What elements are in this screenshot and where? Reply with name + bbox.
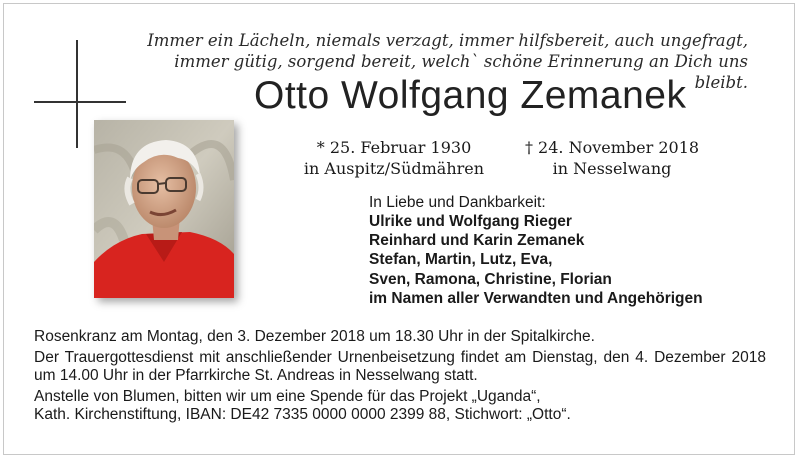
mourner-line: Sven, Ramona, Christine, Florian [369,270,612,288]
birth-place: in Auspitz/Südmähren [303,159,485,178]
donation-line-1: Anstelle von Blumen, bitten wir um eine Spende für das Projekt „Uganda“, [34,388,541,405]
deceased-name: Otto Wolfgang Zemanek [254,74,687,117]
cross-vertical-bar [76,40,78,148]
funeral-service-notice: Der Trauergottesdienst mit anschließender Urnenbeisetzung findet am Dienstag, den 4. Dezember 2018 um 14.00 Uhr in der Pfarrkirche St. Andreas in Nesselwang statt. [34,349,766,384]
mourner-line: Stefan, Martin, Lutz, Eva, [369,251,553,269]
mourner-line: Reinhard und Karin Zemanek [369,232,585,250]
portrait-photo [94,120,234,298]
quote-line-2: immer gütig, sorgend bereit, welch` schöne Erinnerung an Dich uns bleibt. [174,52,748,92]
mourner-line: im Namen aller Verwandten und Angehörigen [369,289,703,307]
notices-block [34,328,766,424]
donation-line-2: Kath. Kirchenstiftung, IBAN: DE42 7335 0000 0000 2399 88, Stichwort: „Otto“. [34,406,571,423]
mourner-line: Ulrike und Wolfgang Rieger [369,213,572,230]
mourners-intro: In Liebe und Dankbarkeit: [369,194,546,211]
mourners-block [369,193,703,308]
rosary-notice: Rosenkranz am Montag, den 3. Dezember 2018 um 18.30 Uhr in der Spitalkirche. [34,328,595,345]
death-info [516,137,708,179]
death-date: † 24. November 2018 [524,138,700,157]
quote-line-1: Immer ein Lächeln, niemals verzagt, immer hilfsbereit, auch ungefragt, [147,31,748,50]
cross-horizontal-bar [34,101,126,103]
birth-info [296,137,492,179]
death-place: in Nesselwang [552,159,672,178]
birth-date: * 25. Februar 1930 [316,138,472,157]
